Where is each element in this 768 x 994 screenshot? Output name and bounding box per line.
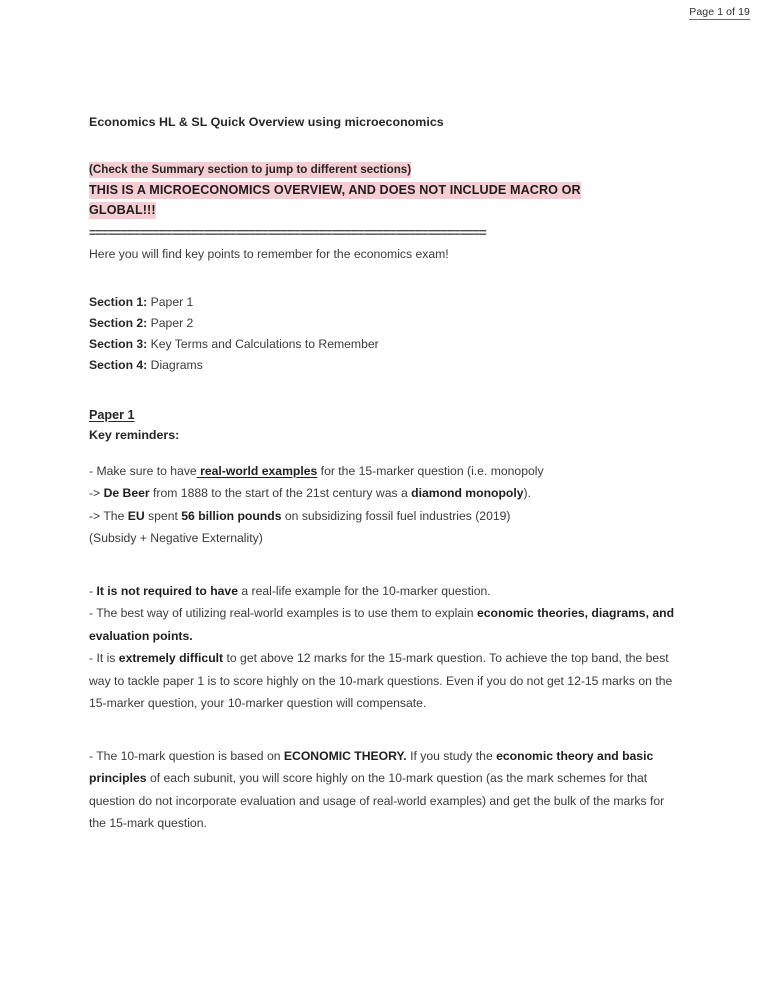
list-item [89,292,681,313]
list-item [89,313,681,334]
notice-line-caps-1 [89,180,681,200]
notice-summary-text: (Check the Summary section to jump to different sections) [89,162,412,176]
text-run: - The best way of utilizing real-world examples is to use them to explain [89,606,477,621]
emphasis-real-world-examples: real-world examples [196,463,318,478]
paragraph-economic-theory [89,745,681,835]
paper-1-heading-wrapper [89,406,681,428]
section-label: Section 2: [89,315,148,330]
text-run: - [89,583,97,598]
paragraph-extremely-difficult [89,647,681,715]
text-run: from 1888 to the start of the 21st century was a [149,486,412,501]
page-number-indicator: Page 1 of 19 [689,6,750,18]
equals-divider: ============================================================== [89,225,486,240]
emphasis-de-beer: De Beer [103,486,150,501]
text-run: ). [523,486,531,501]
document-title: Economics HL & SL Quick Overview using microeconomics [89,115,444,129]
notice-caps-text-1: THIS IS A MICROECONOMICS OVERVIEW, AND DOES NOT INCLUDE MACRO OR [89,182,581,197]
emphasis-theory-basic-principles: economic theory and basic principles [89,748,654,786]
text-run: a real-life example for the 10-marker question. [237,583,491,598]
list-item [89,355,681,376]
spacer [89,570,681,580]
text-run: spent [144,508,182,523]
spacer [89,735,681,745]
section-label: Section 1: [89,294,148,309]
text-run: on subsidizing fossil fuel industries (2019) [281,508,511,523]
paragraph-eu-subsidy [89,505,681,528]
section-description: Paper 1 [147,294,194,309]
section-label: Section 3: [89,336,148,351]
section-label: Section 4: [89,357,148,372]
key-reminders-heading: Key reminders: [89,427,180,442]
emphasis-economic-theory-caps: ECONOMIC THEORY. [283,748,407,763]
text-run: - Make sure to have [89,463,197,478]
section-description: Diagrams [147,357,203,372]
section-list [89,292,681,376]
highlighted-notice [89,159,681,220]
text-run: -> [89,486,104,501]
paragraph-subsidy-externality: (Subsidy + Negative Externality) [89,531,263,546]
text-run: of each subunit, you will score highly on the 10-mark question (as the mark schemes for that question do not incorporate evaluation and usage of real-world examples) and get the bulk of the marks for the 15-mark question. [89,771,665,831]
text-run: - The 10-mark question is based on [89,748,284,763]
emphasis-56-billion-pounds: 56 billion pounds [181,508,282,523]
intro-text: Here you will find key points to remember for the economics exam! [89,246,449,261]
notice-caps-text-2: GLOBAL!!! [89,202,156,217]
section-description: Paper 2 [147,315,194,330]
paragraph-de-beer [89,482,681,505]
notice-line-caps-2 [89,200,681,220]
section-description: Key Terms and Calculations to Remember [147,336,379,351]
paragraph-not-required [89,580,681,603]
text-run: - It is [89,651,119,666]
document-body [89,114,681,855]
emphasis-economic-theories: economic theories, diagrams, and evaluation points. [89,606,675,643]
paragraph-best-way-utilizing [89,602,681,647]
emphasis-extremely-difficult: extremely difficult [118,651,224,666]
emphasis-eu: EU [127,508,145,523]
paragraph-real-world-examples [89,460,681,483]
paper-1-heading: Paper 1 [89,407,135,422]
text-run: to get above 12 marks for the 15-mark question. To achieve the top band, the best way to tackle paper 1 is to score highly on the 10-mark questions. Even if you do not get 12-15 marks on the 15-marker question, your 10-marker question will compensate. [89,651,673,711]
text-run: -> The [89,508,128,523]
text-run: If you study the [406,748,497,763]
page-header [689,6,750,20]
list-item [89,334,681,355]
emphasis-not-required: It is not required to have [96,583,238,598]
emphasis-diamond-monopoly: diamond monopoly [411,486,524,501]
text-run: for the 15-marker question (i.e. monopoly [317,463,544,478]
notice-line-summary [89,159,681,180]
